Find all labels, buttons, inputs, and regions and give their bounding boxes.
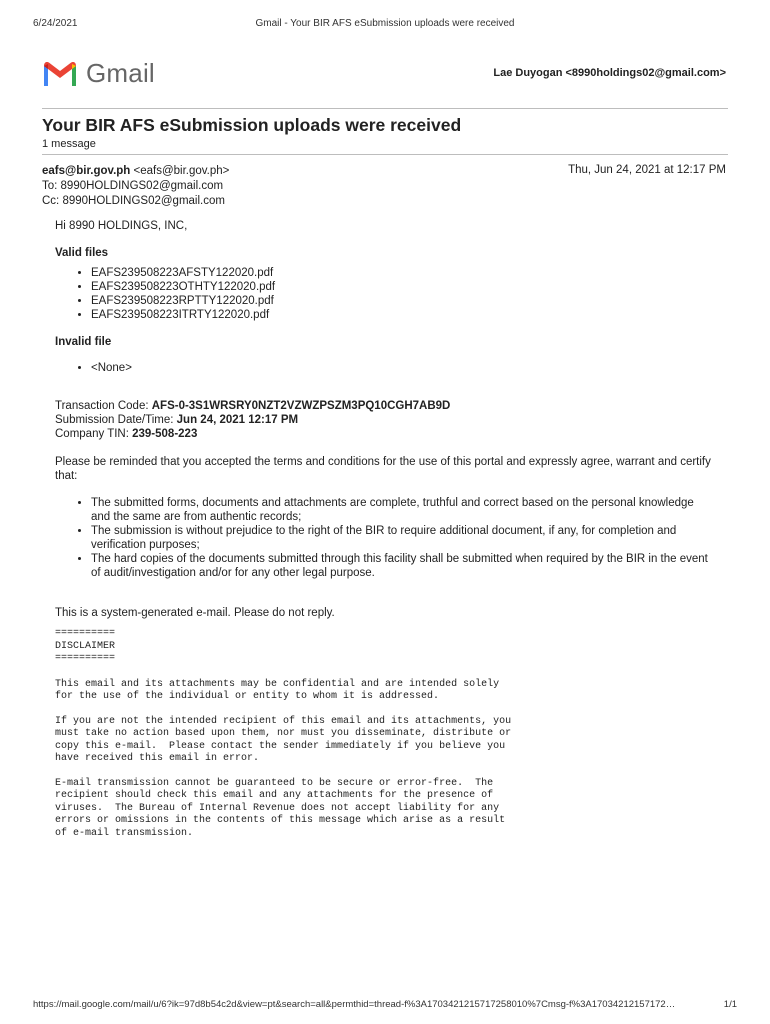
- list-item: • The hard copies of the documents submitted through this facility shall be submitted when required by the BIR in the event of audit/investigation and/or for any other legal purpose.: [91, 552, 715, 580]
- message-header: [42, 164, 229, 209]
- page-number: 1/1: [723, 999, 737, 1010]
- divider: [42, 154, 728, 155]
- print-url: https://mail.google.com/mail/u/6?ik=97d8b54c2d&view=pt&search=all&permthid=thread-f%3A1703421215717258010%7Cmsg-f%3A17034212157172…: [33, 999, 676, 1010]
- gmail-wordmark: Gmail: [86, 58, 155, 88]
- message-body: [55, 219, 715, 840]
- company-tin: 239-508-223: [132, 428, 198, 440]
- recipient-cc: Cc: 8990HOLDINGS02@gmail.com: [42, 195, 225, 207]
- invalid-file-heading: Invalid file: [55, 336, 112, 348]
- list-item: • The submission is without prejudice to the right of the BIR to require additional document, if any, for completion and verification purposes;: [91, 524, 715, 552]
- gmail-logo: [42, 58, 155, 89]
- thread-subject: Your BIR AFS eSubmission uploads were received: [42, 115, 462, 135]
- list-item: • EAFS239508223AFSTY122020.pdf: [91, 266, 715, 280]
- system-note: This is a system-generated e-mail. Please do not reply.: [55, 607, 335, 619]
- sender-address: <eafs@bir.gov.ph>: [133, 165, 230, 177]
- list-item: • <None>: [91, 361, 715, 375]
- list-item: • EAFS239508223RPTTY122020.pdf: [91, 294, 715, 308]
- disclaimer-header: ========== DISCLAIMER ==========: [55, 628, 116, 664]
- message-count: 1 message: [42, 138, 96, 150]
- list-item: • The submitted forms, documents and attachments are complete, truthful and correct based on the personal knowledge and the same are from authentic records;: [91, 496, 715, 524]
- transaction-code-label: Transaction Code:: [55, 400, 152, 412]
- print-title: Gmail - Your BIR AFS eSubmission uploads were received: [255, 18, 515, 29]
- transaction-details: [55, 399, 715, 441]
- submission-datetime: Jun 24, 2021 12:17 PM: [176, 414, 299, 426]
- terms-list: [55, 496, 715, 580]
- list-item: • EAFS239508223OTHTY122020.pdf: [91, 280, 715, 294]
- valid-files-list: [55, 266, 715, 322]
- print-date: 6/24/2021: [33, 18, 78, 29]
- disclaimer-paragraph: If you are not the intended recipient of this email and its attachments, you must take no action based upon them, nor must you disseminate, distribute or copy this e-mail. Please contact the sender immediately if you believe you have received this email in error.: [55, 715, 512, 764]
- disclaimer-paragraph: E-mail transmission cannot be guaranteed to be secure or error-free. The recipient should check this email and any attachments for the presence of viruses. The Bureau of Internal Revenue does not accept liability for any errors or omissions in the contents of this message which arise as a result of e-mail transmission.: [55, 777, 506, 839]
- submission-label: Submission Date/Time:: [55, 414, 177, 426]
- gmail-logo-icon: [42, 60, 78, 88]
- sender-name[interactable]: eafs@bir.gov.ph: [42, 165, 131, 177]
- list-item: • EAFS239508223ITRTY122020.pdf: [91, 308, 715, 322]
- tin-label: Company TIN:: [55, 428, 133, 440]
- transaction-code: AFS-0-3S1WRSRY0NZT2VZWZPSZM3PQ10CGH7AB9D: [151, 400, 451, 412]
- invalid-files-list: [55, 361, 715, 375]
- reminder-text: Please be reminded that you accepted the terms and conditions for the use of this portal and expressly agree, warrant and certify that:: [55, 456, 711, 482]
- message-date: Thu, Jun 24, 2021 at 12:17 PM: [568, 164, 726, 176]
- recipient-to: To: 8990HOLDINGS02@gmail.com: [42, 180, 224, 192]
- account-email: Lae Duyogan <8990holdings02@gmail.com>: [493, 67, 726, 79]
- greeting: Hi 8990 HOLDINGS, INC,: [55, 220, 188, 232]
- valid-files-heading: Valid files: [55, 247, 109, 259]
- disclaimer-paragraph: This email and its attachments may be confidential and are intended solely for the use of the individual or entity to whom it is addressed.: [55, 678, 500, 702]
- divider: [42, 108, 728, 109]
